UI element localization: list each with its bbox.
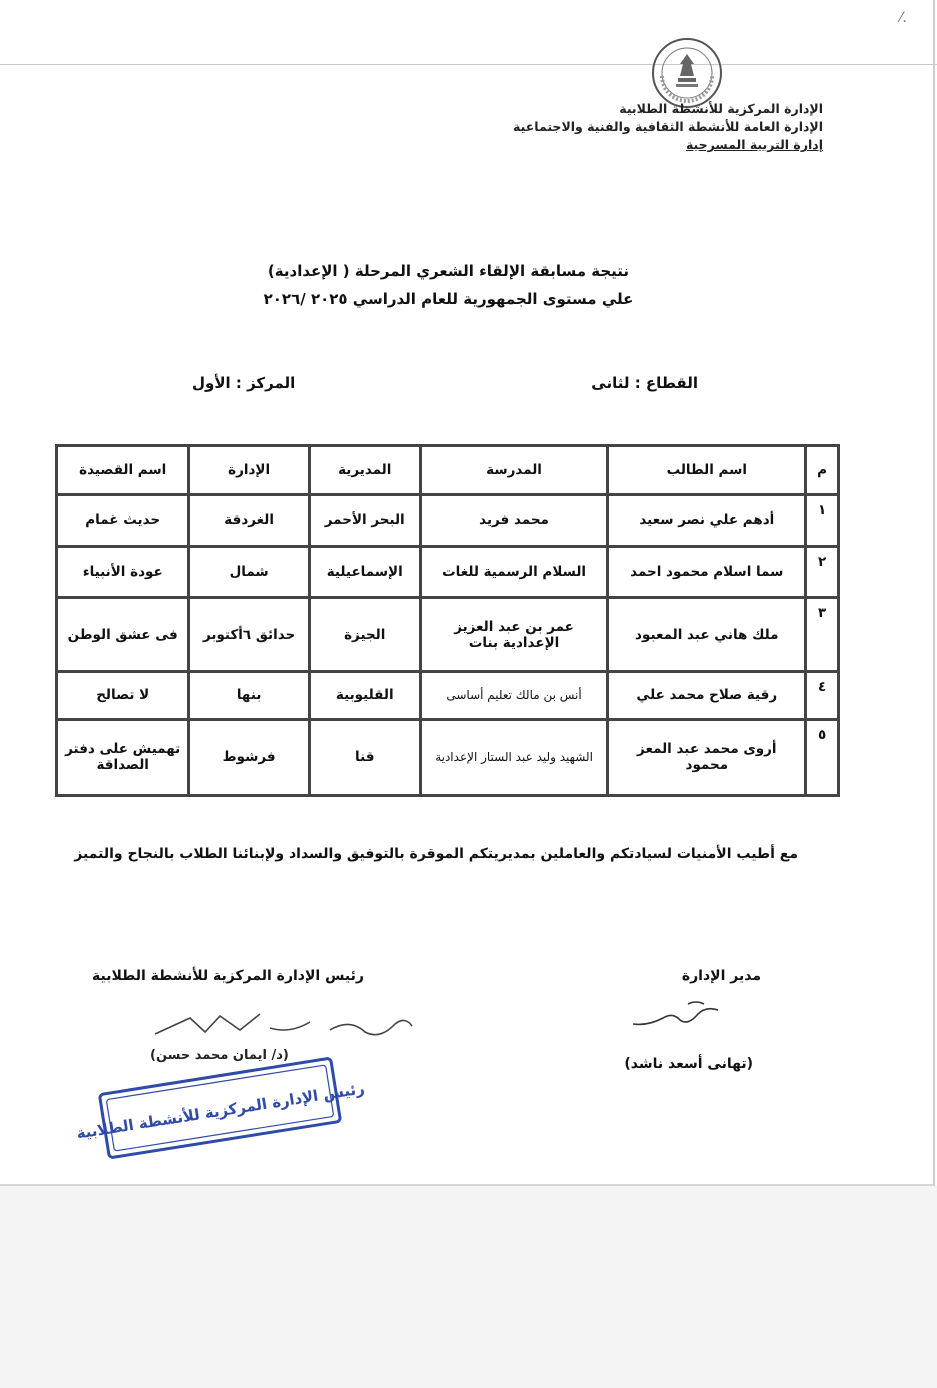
- school-name: محمد فريد: [420, 495, 608, 547]
- manager-signature-icon: [628, 996, 728, 1036]
- svg-text:رئيس الإدارة المركزية للأنشطة: رئيس الإدارة المركزية للأنشطة الطلابية: [75, 1079, 366, 1143]
- closing-remark: مع أطيب الأمنيات لسيادتكم والعاملين بمديريتكم الموقرة بالتوفيق والسداد ولإبنائنا الطلاب بالنجاح والتميز: [74, 846, 798, 862]
- poem-name: عودة الأنبياء: [57, 546, 189, 598]
- administration-name: شمال: [189, 546, 309, 598]
- header-num: م: [806, 446, 839, 495]
- poem-name: تهميش على دفتر الصداقة: [57, 719, 189, 795]
- table-row: [57, 719, 839, 795]
- manager-name: (تهانى أسعد ناشد): [624, 1056, 753, 1072]
- head-title: رئيس الإدارة المركزية للأنشطة الطلابية: [92, 968, 364, 984]
- document-subtitle: علي مستوى الجمهورية للعام الدراسي ٢٠٢٥ /٢٠٢٦: [263, 290, 634, 308]
- poem-name: حديث غمام: [57, 495, 189, 547]
- administration-name: الغردقة: [189, 495, 309, 547]
- poem-name: فى عشق الوطن: [57, 598, 189, 672]
- document-title: نتيجة مسابقة الإلقاء الشعري المرحلة ( الإعدادية): [267, 262, 630, 280]
- header-line-1: الإدارة المركزية للأنشطة الطلابية: [619, 101, 823, 116]
- administration-name: فرشوط: [189, 719, 309, 795]
- table-row: [57, 495, 839, 547]
- corner-mark: ⁄.: [900, 10, 907, 26]
- school-name: عمر بن عبد العزيز الإعدادية بنات: [420, 598, 608, 672]
- sector-label: القطاع : لثانى: [591, 374, 698, 392]
- directorate-name: قنا: [309, 719, 420, 795]
- row-num: ٤: [806, 672, 839, 719]
- administration-name: بنها: [189, 672, 309, 719]
- directorate-name: البحر الأحمر: [309, 495, 420, 547]
- table-row: [57, 672, 839, 719]
- row-num: ٢: [806, 546, 839, 598]
- row-num: ٣: [806, 598, 839, 672]
- table-row: [57, 598, 839, 672]
- header-poem: اسم القصيدة: [57, 446, 189, 495]
- head-signature-icon: [150, 1004, 420, 1050]
- school-name: السلام الرسمية للغات: [420, 546, 608, 598]
- row-num: ١: [806, 495, 839, 547]
- header-line-3: إدارة التربية المسرحية: [685, 137, 823, 152]
- directorate-name: القليوبية: [309, 672, 420, 719]
- manager-title: مدير الإدارة: [681, 968, 761, 984]
- student-name: أروى محمد عبد المعز محمود: [608, 719, 806, 795]
- header-line-2: الإدارة العامة للأنشطة الثقافية والفنية والاجتماعية: [513, 119, 823, 134]
- table-header-row: [57, 446, 839, 495]
- official-stamp-icon: [75, 1062, 366, 1154]
- top-divider: [0, 64, 937, 65]
- student-name: سما اسلام محمود احمد: [608, 546, 806, 598]
- student-name: رقية صلاح محمد علي: [608, 672, 806, 719]
- table-row: [57, 546, 839, 598]
- poem-name: لا تصالح: [57, 672, 189, 719]
- ministry-logo-icon: [650, 36, 724, 110]
- header-school: المدرسة: [420, 446, 608, 495]
- directorate-name: الإسماعيلية: [309, 546, 420, 598]
- school-name: أنس بن مالك تعليم أساسى: [420, 672, 608, 719]
- student-name: أدهم علي نصر سعيد: [608, 495, 806, 547]
- center-label: المركز : الأول: [192, 374, 296, 392]
- directorate-name: الجيزة: [309, 598, 420, 672]
- header-organization: [513, 100, 823, 154]
- header-directorate: المديرية: [309, 446, 420, 495]
- header-administration: الإدارة: [189, 446, 309, 495]
- results-table: [55, 444, 840, 797]
- header-student: اسم الطالب: [608, 446, 806, 495]
- head-name: (د/ ايمان محمد حسن): [150, 1048, 289, 1063]
- administration-name: حدائق ٦أكتوبر: [189, 598, 309, 672]
- student-name: ملك هاني عبد المعبود: [608, 598, 806, 672]
- school-name: الشهيد وليد عبد الستار الإعدادية: [420, 719, 608, 795]
- page-bottom-margin: [0, 1186, 937, 1388]
- row-num: ٥: [806, 719, 839, 795]
